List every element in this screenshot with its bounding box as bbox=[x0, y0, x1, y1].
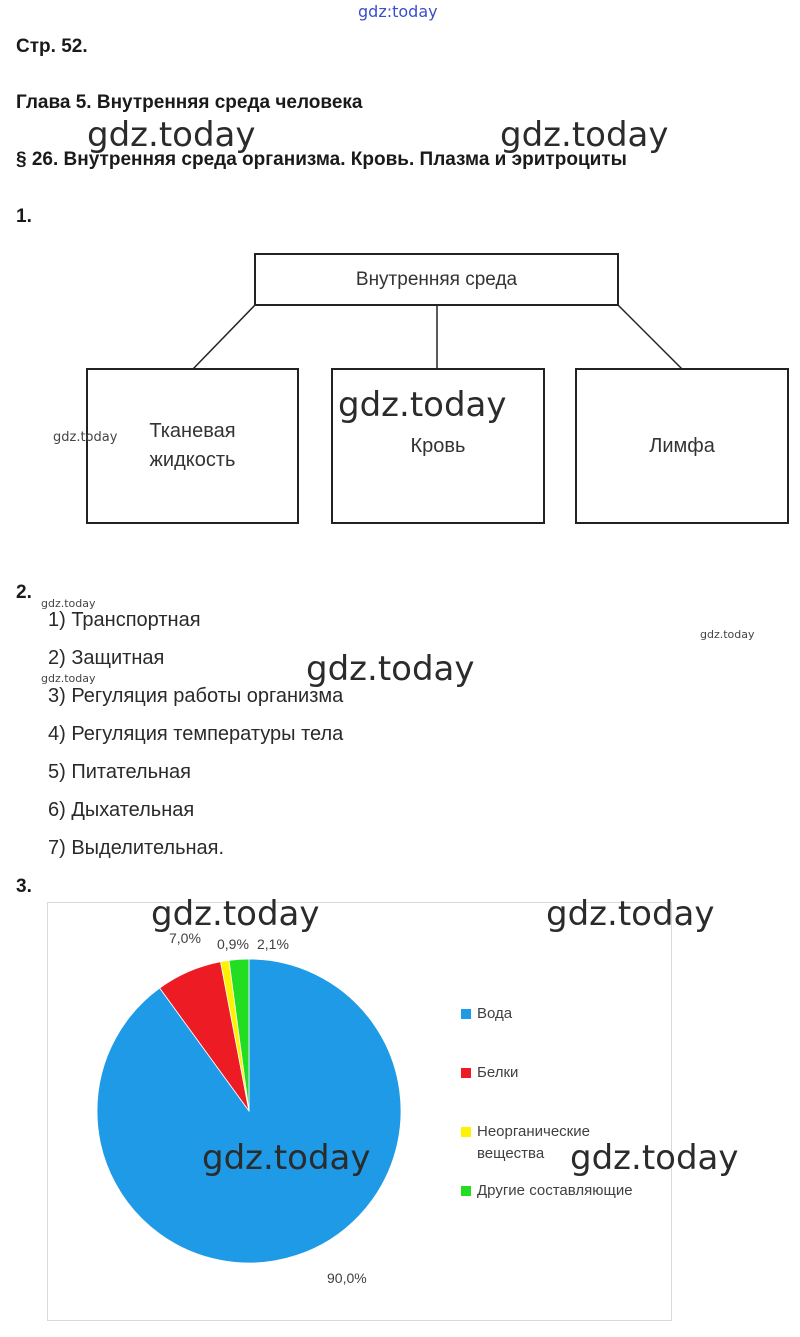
task-number-2: 2. bbox=[16, 582, 32, 603]
legend-swatch bbox=[461, 1127, 471, 1137]
legend-label: Белки bbox=[477, 1064, 519, 1081]
watermark: gdz.today bbox=[306, 649, 475, 689]
data-label: 7,0% bbox=[169, 930, 201, 946]
legend-item bbox=[461, 1003, 512, 1025]
data-label: 90,0% bbox=[327, 1270, 367, 1286]
pie-chart bbox=[48, 903, 671, 1320]
list-item: 5) Питательная bbox=[48, 761, 191, 783]
diagram-root-label: Внутренняя среда bbox=[355, 269, 518, 290]
diagram-child-box bbox=[86, 368, 299, 524]
connector-line-right bbox=[618, 305, 682, 369]
connector-line-left bbox=[193, 305, 255, 369]
diagram-child-box bbox=[575, 368, 789, 524]
diagram-child-label: Тканевая жидкость bbox=[149, 420, 236, 471]
task-number-3: 3. bbox=[16, 876, 32, 897]
legend-label: Вода bbox=[477, 1005, 513, 1022]
list-item: 7) Выделительная. bbox=[48, 837, 225, 859]
section-title: § 26. Внутренняя среда организма. Кровь. Плазма и эритроциты bbox=[16, 149, 627, 170]
watermark: gdz.today bbox=[87, 115, 256, 155]
legend-swatch bbox=[461, 1009, 471, 1019]
legend-label: Неорганические вещества bbox=[477, 1123, 590, 1162]
watermark: gdz.today bbox=[546, 894, 715, 934]
legend-item bbox=[461, 1062, 518, 1084]
watermark-top: gdz:today bbox=[358, 2, 438, 21]
list-item: 3) Регуляция работы организма bbox=[48, 685, 344, 707]
legend-label: Другие составляющие bbox=[477, 1182, 633, 1199]
watermark: gdz.today bbox=[202, 1138, 371, 1178]
watermark: gdz.today bbox=[700, 628, 755, 641]
list-item: 4) Регуляция температуры тела bbox=[48, 723, 344, 745]
chapter-title: Глава 5. Внутренняя среда человека bbox=[16, 92, 363, 113]
page-reference: Стр. 52. bbox=[16, 36, 88, 57]
diagram-root-box bbox=[254, 253, 619, 306]
legend-swatch bbox=[461, 1068, 471, 1078]
list-item: 2) Защитная bbox=[48, 647, 165, 669]
watermark: gdz.today bbox=[41, 672, 96, 685]
watermark: gdz.today bbox=[53, 430, 118, 445]
watermark: gdz.today bbox=[41, 597, 96, 610]
task-number-1: 1. bbox=[16, 206, 32, 227]
watermark: gdz.today bbox=[338, 385, 507, 425]
list-item: 1) Транспортная bbox=[48, 609, 201, 631]
watermark: gdz.today bbox=[151, 894, 320, 934]
diagram-child-label: Лимфа bbox=[649, 434, 715, 457]
legend-item bbox=[461, 1180, 633, 1202]
data-label: 0,9% bbox=[217, 936, 249, 952]
data-label: 2,1% bbox=[257, 936, 289, 952]
watermark: gdz.today bbox=[500, 115, 669, 155]
watermark: gdz.today bbox=[570, 1138, 739, 1178]
list-item: 6) Дыхательная bbox=[48, 799, 195, 821]
legend-swatch bbox=[461, 1186, 471, 1196]
diagram-child-label: Кровь bbox=[410, 434, 466, 457]
chart-frame bbox=[47, 902, 672, 1321]
